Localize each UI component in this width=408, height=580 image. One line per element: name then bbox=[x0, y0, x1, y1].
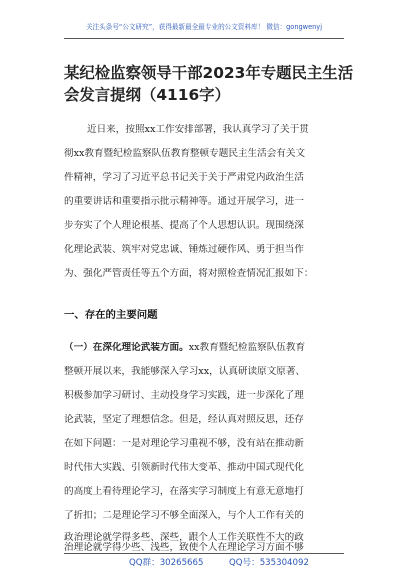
paragraph-line: 了折扣；二是理论学习不够全面深入，与个人工作有关的 bbox=[64, 510, 304, 521]
header-divider bbox=[64, 38, 344, 39]
paragraph-line: 的高度上看待理论学习，在落实学习制度上有意无意地打 bbox=[64, 486, 304, 497]
subsection-first-line-text: xx教育暨纪检监察队伍教育 bbox=[188, 342, 306, 353]
section-heading: 一、存在的主要问题 bbox=[64, 309, 158, 321]
paragraph-line: 政治理论就学得多些、深些，跟个人工作关联性不大的政 bbox=[64, 532, 304, 543]
document-title bbox=[64, 62, 354, 106]
paragraph-line: 为、强化严管责任等五个方面，将对照检查情况汇报如下： bbox=[64, 268, 314, 279]
paragraph-line: 件精神，学习了习近平总书记关于关于严肃党内政治生活 bbox=[64, 172, 304, 183]
paragraph-line: 化理论武装、筑牢对党忠诚、锤炼过硬作风、勇于担当作 bbox=[64, 244, 304, 255]
title-line: 会发言提纲（4116字） bbox=[64, 86, 230, 104]
footer-qq-group: QQ群：30265665 bbox=[129, 558, 204, 568]
paragraph-line: 治理论就学得少些、浅些，致使个人在理论学习方面不够 bbox=[64, 542, 304, 553]
subsection-heading: （一）在深化理论武装方面。 bbox=[64, 342, 189, 353]
header-banner: 关注头条号“公文研究”，获得最新最全最专业的公文资料库！ 微信：gongwenyj bbox=[85, 23, 323, 31]
footer-divider bbox=[64, 553, 344, 554]
paragraph-line: 彻xx教育暨纪检监察队伍教育整顿专题民主生活会有关文 bbox=[64, 148, 306, 159]
paragraph-line: 近日来，按照xx工作安排部署，我认真学习了关于贯 bbox=[87, 124, 309, 135]
paragraph-line: 的重要讲话和重要指示批示精神等。通过开展学习，进一 bbox=[64, 196, 304, 207]
paragraph-line: 步夯实了个人理论根基、提高了个人思想认识。现围绕深 bbox=[64, 220, 304, 231]
paragraph-line: 积极参加学习研讨、主动投身学习实践，进一步深化了理 bbox=[64, 390, 304, 401]
paragraph-line: 时代伟大实践、引领新时代伟大变革、推动中国式现代化 bbox=[64, 462, 304, 473]
title-line: 某纪检监察领导干部2023年专题民主生活 bbox=[64, 64, 354, 82]
paragraph-line: 论武装，坚定了理想信念。但是，经认真对照反思，还存 bbox=[64, 414, 304, 425]
subsection-first-line bbox=[64, 342, 346, 354]
footer-qq: QQ号：535304092 bbox=[229, 558, 309, 568]
paragraph-line: 在如下问题：一是对理论学习重视不够，没有站在推动新 bbox=[64, 438, 304, 449]
paragraph-line: 整顿开展以来，我能够深入学习xx，认真研读原文原著、 bbox=[64, 366, 306, 377]
